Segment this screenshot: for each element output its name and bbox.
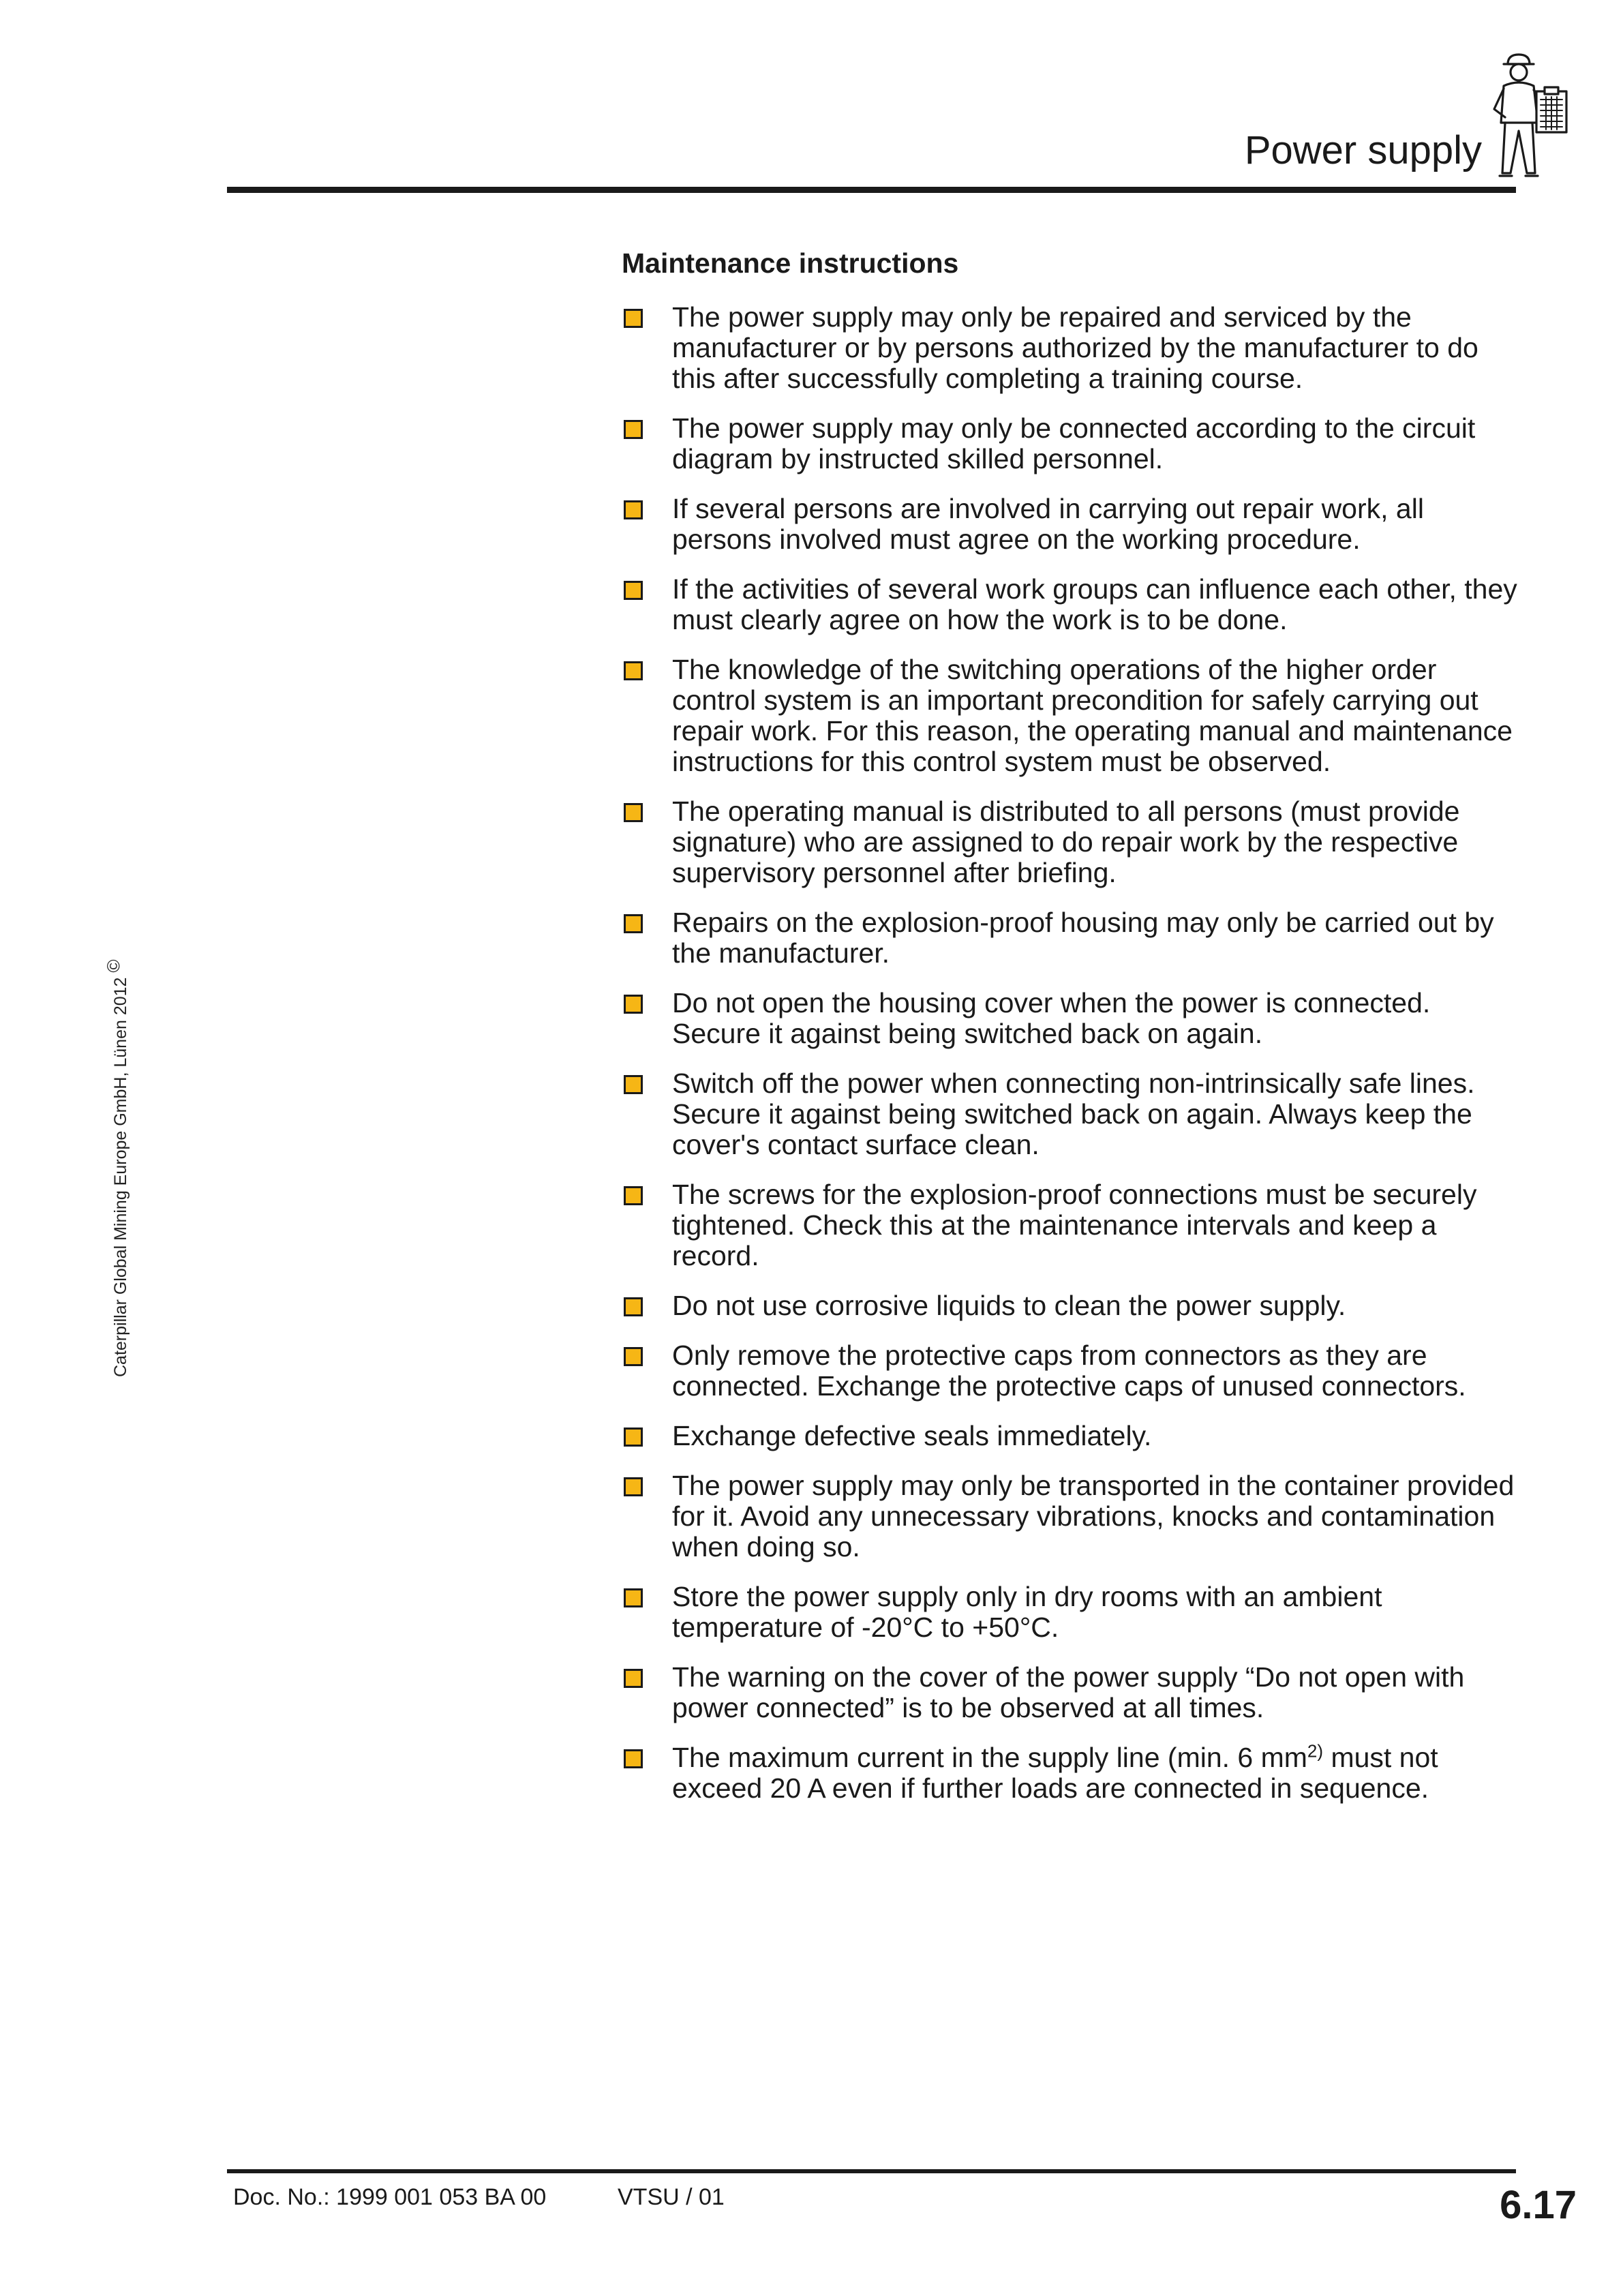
list-item xyxy=(622,907,1521,969)
list-item-text: Do not open the housing cover when the power is connected. Secure it against being switched back on again. xyxy=(672,987,1431,1050)
square-bullet-icon xyxy=(624,803,643,822)
instructions-list xyxy=(622,302,1521,1804)
square-bullet-icon xyxy=(624,581,643,600)
list-item-text xyxy=(672,1742,1438,1804)
max-current-text-end: must not exceed 20 A even if further loads are connected in sequence. xyxy=(672,1742,1438,1804)
list-item xyxy=(622,1068,1521,1160)
header-rule xyxy=(227,187,1516,193)
page-number: 6.17 xyxy=(1500,2183,1577,2227)
list-item xyxy=(622,1290,1521,1321)
square-bullet-icon xyxy=(624,1477,643,1496)
list-item-text: The knowledge of the switching operations of the higher order control system is an important precondition for safely carrying out repair work. For this reason, the operating manual and maintenance instructions for this control system must be observed. xyxy=(672,654,1513,778)
list-item xyxy=(622,1470,1521,1562)
list-item xyxy=(622,494,1521,555)
square-bullet-icon xyxy=(624,914,643,933)
copyright-symbol: © xyxy=(103,959,124,973)
square-bullet-icon xyxy=(624,420,643,439)
section-heading: Maintenance instructions xyxy=(622,247,959,279)
square-bullet-icon xyxy=(624,661,643,680)
superscript-note: 2) xyxy=(1307,1740,1324,1762)
list-item-text: The warning on the cover of the power supply “Do not open with power connected” is to be observed at all times. xyxy=(672,1661,1465,1724)
square-bullet-icon xyxy=(624,1186,643,1205)
list-item xyxy=(622,1742,1521,1804)
square-bullet-icon xyxy=(624,1297,643,1316)
square-bullet-icon xyxy=(624,1075,643,1094)
copyright-text: Caterpillar Global Mining Europe GmbH, Lünen 2012 xyxy=(111,977,130,1377)
max-current-text-start: The maximum current in the supply line (min. 6 mm xyxy=(672,1742,1307,1774)
list-item-text: The power supply may only be repaired and serviced by the manufacturer or by persons authorized by the manufacturer to do this after successfully completing a training course. xyxy=(672,301,1478,395)
list-item xyxy=(622,988,1521,1049)
list-item-text: Do not use corrosive liquids to clean the power supply. xyxy=(672,1290,1346,1322)
list-item-text: The power supply may only be connected according to the circuit diagram by instructed skilled personnel. xyxy=(672,412,1476,475)
square-bullet-icon xyxy=(624,1347,643,1366)
page-title: Power supply xyxy=(1244,128,1482,172)
list-item-text: The power supply may only be transported in the container provided for it. Avoid any unnecessary vibrations, knocks and contamination when doing so. xyxy=(672,1470,1515,1563)
maintenance-section xyxy=(622,247,1521,1823)
square-bullet-icon xyxy=(624,500,643,519)
list-item-text: Exchange defective seals immediately. xyxy=(672,1420,1152,1452)
footer-rule xyxy=(227,2169,1516,2173)
list-item xyxy=(622,1662,1521,1723)
list-item xyxy=(622,1421,1521,1451)
list-item xyxy=(622,1340,1521,1402)
list-item-text: If several persons are involved in carrying out repair work, all persons involved must agree on the working procedure. xyxy=(672,493,1424,556)
document-version: VTSU / 01 xyxy=(618,2184,725,2210)
list-item xyxy=(622,574,1521,635)
worker-with-clipboard-icon xyxy=(1485,52,1572,180)
list-item-text: Switch off the power when connecting non-intrinsically safe lines. Secure it against being switched back on again. Always keep the cover's contact surface clean. xyxy=(672,1068,1475,1161)
list-item xyxy=(622,1582,1521,1643)
list-item xyxy=(622,654,1521,777)
list-item-text: Store the power supply only in dry rooms with an ambient temperature of -20°C to +50°C. xyxy=(672,1581,1382,1644)
square-bullet-icon xyxy=(624,1428,643,1447)
list-item xyxy=(622,413,1521,474)
square-bullet-icon xyxy=(624,995,643,1014)
list-item-text: Repairs on the explosion-proof housing may only be carried out by the manufacturer. xyxy=(672,907,1494,969)
list-item-text: The operating manual is distributed to all persons (must provide signature) who are assigned to do repair work by the respective supervisory personnel after briefing. xyxy=(672,796,1460,889)
list-item-text: Only remove the protective caps from connectors as they are connected. Exchange the protective caps of unused connectors. xyxy=(672,1340,1466,1402)
square-bullet-icon xyxy=(624,1669,643,1688)
list-item-text: The screws for the explosion-proof connections must be securely tightened. Check this at the maintenance intervals and keep a record. xyxy=(672,1179,1477,1272)
list-item xyxy=(622,796,1521,888)
side-copyright xyxy=(103,959,130,1377)
square-bullet-icon xyxy=(624,309,643,328)
document-number: Doc. No.: 1999 001 053 BA 00 xyxy=(233,2184,547,2210)
list-item-text: If the activities of several work groups can influence each other, they must clearly agree on how the work is to be done. xyxy=(672,573,1517,636)
square-bullet-icon xyxy=(624,1749,643,1768)
list-item xyxy=(622,302,1521,394)
list-item xyxy=(622,1179,1521,1271)
square-bullet-icon xyxy=(624,1588,643,1607)
